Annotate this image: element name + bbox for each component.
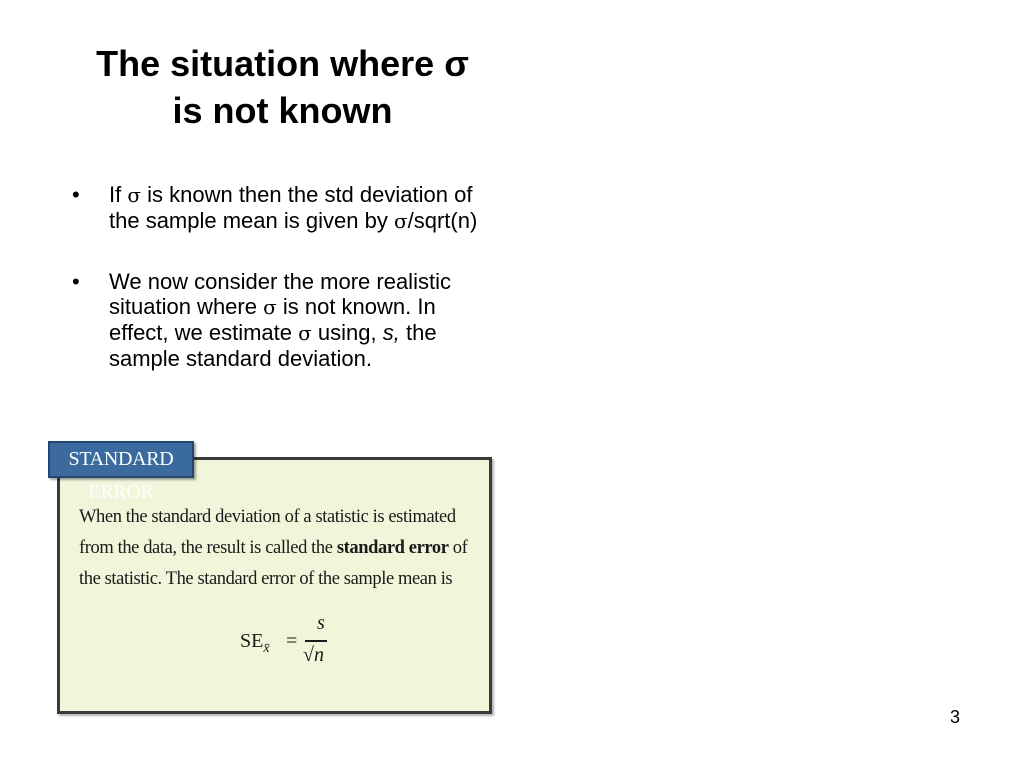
- sigma-symbol: σ: [127, 183, 141, 207]
- standard-error-tab: STANDARD ERROR: [48, 441, 194, 478]
- formula-n: n: [313, 644, 324, 666]
- formula-numerator: s: [317, 612, 325, 634]
- bullet-text: using,: [311, 320, 383, 345]
- bullet-marker: •: [72, 182, 80, 207]
- fraction-bar: [305, 640, 327, 642]
- bullet-text: is known then the std deviation of the sample mean is given by: [109, 182, 473, 233]
- formula-subscript: x̄: [263, 641, 270, 656]
- formula-denominator: [303, 644, 324, 667]
- bullet-item-known-sigma: [72, 182, 492, 234]
- definition-text-start: When the standard deviation of a statistic is estimated from the data, the result is called the: [79, 507, 456, 558]
- bullet-text: We now consider the more realistic situation where: [109, 269, 451, 319]
- slide-title: [60, 40, 505, 134]
- sigma-symbol: σ: [393, 209, 408, 233]
- bullet-item-unknown-sigma: [72, 269, 492, 371]
- page-number: 3: [949, 707, 960, 727]
- definition-text-end: of the statistic. The standard error of the sample mean is: [79, 538, 468, 589]
- bullet-list: [72, 182, 492, 406]
- radical-sign: √: [303, 644, 314, 666]
- bullet-text: is not known. In effect, we estimate: [109, 294, 436, 345]
- bullet-text: /sqrt(n): [407, 208, 478, 233]
- definition-term: standard error: [336, 538, 449, 558]
- definition-text: [79, 502, 481, 595]
- bullet-text: If: [109, 182, 128, 207]
- bullet-text: the sample standard deviation.: [109, 320, 437, 371]
- bullet-marker: •: [72, 269, 80, 294]
- formula-lhs: [240, 630, 270, 656]
- s-italic: s,: [382, 320, 400, 345]
- formula-equals: =: [286, 630, 298, 652]
- sigma-symbol: σ: [263, 295, 277, 319]
- formula-se: SE: [240, 630, 264, 652]
- sigma-symbol: σ: [298, 321, 312, 345]
- slide-title-line-2: is not known: [172, 90, 393, 131]
- slide-title-line-1: The situation where σ: [96, 43, 469, 84]
